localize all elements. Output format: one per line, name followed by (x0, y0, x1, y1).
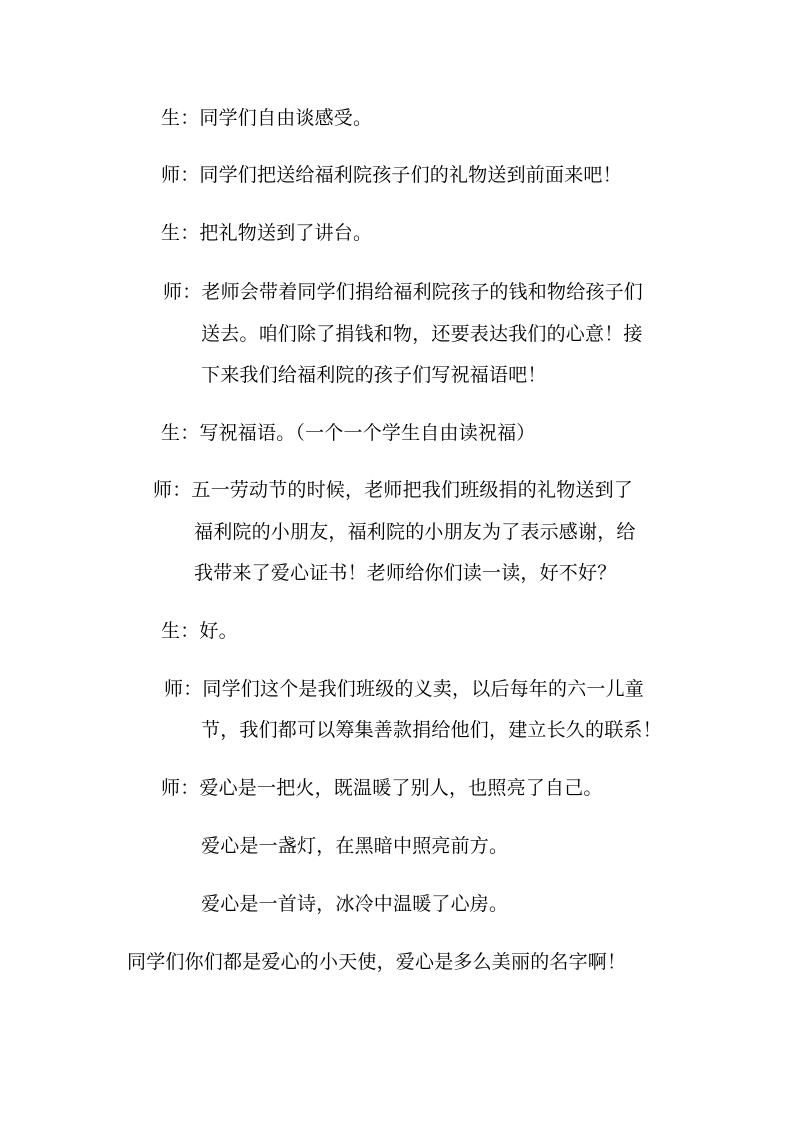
text-line-1: 生：同学们自由谈感受。 (161, 107, 373, 129)
text-line-4: 师：老师会带着同学们捐给福利院孩子的钱和物给孩子们 (163, 281, 644, 303)
text-line-15: 爱心是一盏灯，在黑暗中照亮前方。 (201, 835, 509, 857)
text-line-14: 师：爱心是一把火，既温暖了别人，也照亮了自己。 (161, 777, 603, 799)
text-line-13: 节，我们都可以筹集善款捐给他们，建立长久的联系！ (201, 719, 662, 741)
text-line-12: 师：同学们这个是我们班级的义卖，以后每年的六一儿童 (164, 678, 645, 700)
text-line-3: 生：把礼物送到了讲台。 (161, 222, 373, 244)
text-line-11: 生：好。 (161, 620, 238, 642)
text-line-5: 送去。咱们除了捐钱和物，还要表达我们的心意！接 (201, 323, 643, 345)
text-line-2: 师：同学们把送给福利院孩子们的礼物送到前面来吧！ (161, 164, 622, 186)
text-line-10: 我带来了爱心证书！老师给你们读一读，好不好？ (194, 562, 617, 584)
text-line-8: 师：五一劳动节的时候，老师把我们班级捐的礼物送到了 (153, 479, 634, 501)
text-line-17: 同学们你们都是爱心的小天使，爱心是多么美丽的名字啊！ (127, 951, 627, 973)
text-line-16: 爱心是一首诗，冰冷中温暖了心房。 (201, 893, 509, 915)
text-line-9: 福利院的小朋友，福利院的小朋友为了表示感谢，给 (194, 521, 636, 543)
text-line-7: 生：写祝福语。（一个一个学生自由读祝福） (161, 422, 536, 444)
text-line-6: 下来我们给福利院的孩子们写祝福语吧！ (201, 364, 547, 386)
